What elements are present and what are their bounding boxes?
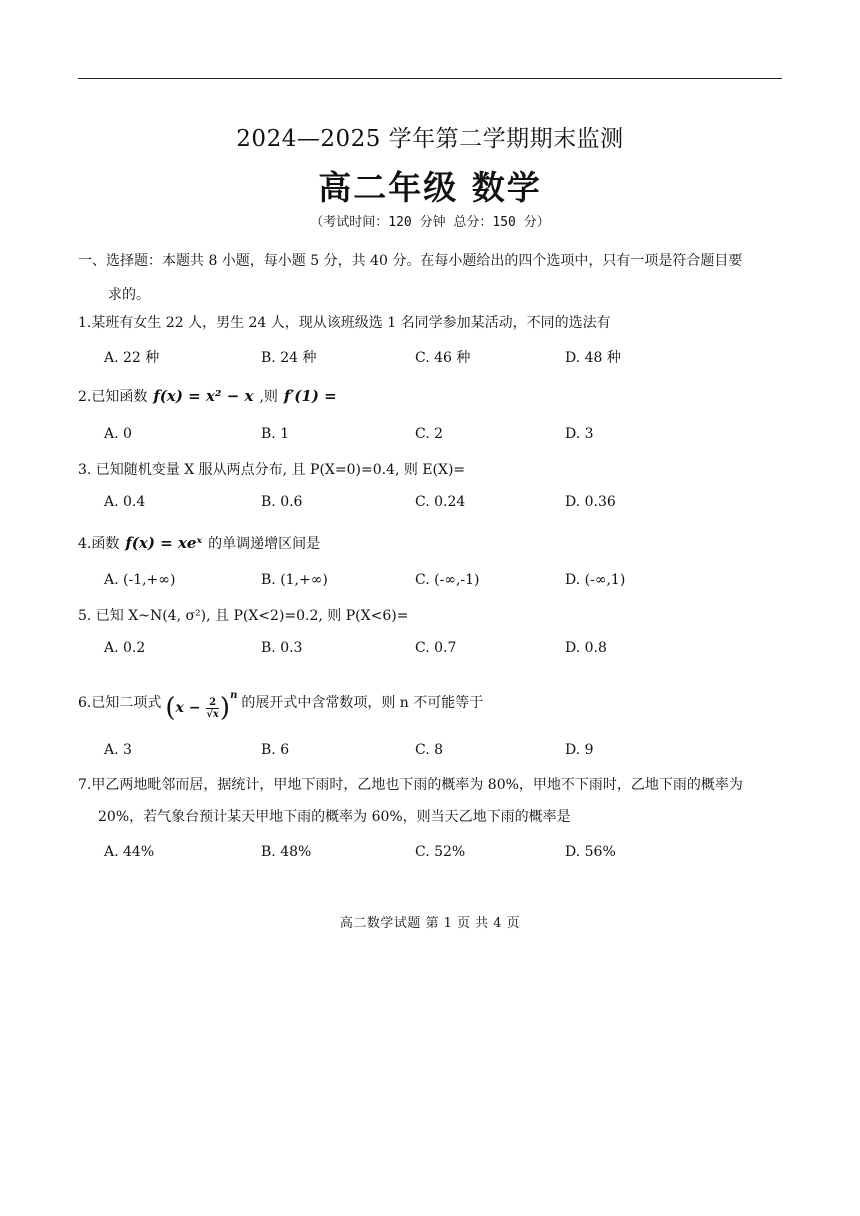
question-2-prefix: 2.已知函数 (78, 389, 148, 405)
question-6 (78, 686, 788, 723)
question-3-options (104, 494, 744, 514)
option-b: B. 0.6 (261, 494, 303, 510)
option-a: A. 0.4 (104, 494, 146, 510)
header-rule (78, 78, 782, 79)
question-5: 5. 已知 X~N(4, σ²), 且 P(X<2)=0.2, 则 P(X<6)= (78, 608, 409, 624)
binom-exponent: n (230, 690, 238, 701)
option-b: B. (1,+∞) (261, 572, 328, 588)
option-b: B. 24 种 (261, 350, 317, 366)
option-c: C. 2 (415, 426, 444, 442)
fraction-numerator: 2 (206, 697, 219, 709)
option-d: D. 3 (565, 426, 594, 442)
fraction-denominator: √x (206, 708, 219, 720)
question-6-prefix: 6.已知二项式 (78, 694, 162, 711)
option-c: C. 0.7 (415, 640, 457, 656)
option-d: D. 0.8 (565, 640, 607, 656)
question-6-suffix: 的展开式中含常数项，则 n 不可能等于 (241, 694, 484, 711)
question-7-line-1: 7.甲乙两地毗邻而居，据统计，甲地下雨时，乙地也下雨的概率为 80%，甲地不下雨时，乙地下雨的概率为 (78, 777, 743, 793)
question-7-line-2: 20%，若气象台预计某天甲地下雨的概率为 60%，则当天乙地下雨的概率是 (98, 809, 571, 825)
option-a: A. 0 (104, 426, 132, 442)
option-d: D. 0.36 (565, 494, 616, 510)
option-c: C. 8 (415, 742, 444, 758)
binom-minus: − (188, 700, 201, 716)
formula-f-prime: f′(1) = (283, 387, 337, 405)
question-2-mid: ,则 (259, 389, 278, 405)
option-b: B. 48% (261, 844, 312, 860)
option-d: D. (-∞,1) (565, 572, 626, 588)
option-a: A. 0.2 (104, 640, 146, 656)
binom-x: x (175, 700, 184, 716)
binom-fraction (206, 697, 219, 720)
option-d: D. 9 (565, 742, 594, 758)
question-5-options (104, 640, 744, 660)
exam-meta: （考试时间：120 分钟 总分：150 分） (310, 215, 550, 230)
option-b: B. 0.3 (261, 640, 303, 656)
question-4-suffix: 的单调递增区间是 (208, 536, 321, 552)
formula-xe-x: f(x) = xeˣ (125, 534, 203, 552)
option-a: A. 3 (104, 742, 132, 758)
page-footer: 高二数学试题 第 1 页 共 4 页 (339, 916, 521, 931)
option-c: C. (-∞,-1) (415, 572, 480, 588)
option-b: B. 1 (261, 426, 290, 442)
option-c: C. 46 种 (415, 350, 471, 366)
option-d: D. 48 种 (565, 350, 621, 366)
question-2 (78, 386, 788, 407)
question-4-prefix: 4.函数 (78, 536, 120, 552)
option-c: C. 0.24 (415, 494, 466, 510)
question-4 (78, 533, 788, 554)
question-7 (78, 769, 788, 833)
subject-title: 高二年级 数学 (318, 168, 542, 207)
section-line-2: 求的。 (108, 287, 150, 303)
question-1: 1.某班有女生 22 人，男生 24 人，现从该班级选 1 名同学参加某活动，不同的选法有 (78, 315, 611, 331)
question-6-options (104, 742, 744, 762)
formula-binomial: (x − $\frac{2}{√x}$ )$^n$ (165, 690, 238, 723)
question-1-options (104, 347, 744, 367)
option-a: A. 44% (104, 844, 155, 860)
option-d: D. 56% (565, 844, 616, 860)
section-instructions (78, 244, 788, 312)
option-c: C. 52% (415, 844, 466, 860)
question-4-options (104, 572, 744, 592)
exam-title: 2024—2025 学年第二学期期末监测 (236, 126, 624, 152)
question-3: 3. 已知随机变量 X 服从两点分布, 且 P(X=0)=0.4, 则 E(X)= (78, 462, 466, 478)
option-a: A. 22 种 (104, 350, 160, 366)
question-2-options (104, 426, 744, 446)
section-line-1: 一、选择题：本题共 8 小题，每小题 5 分，共 40 分。在每小题给出的四个选项中，只有一项是符合题目要 (78, 253, 743, 269)
option-a: A. (-1,+∞) (104, 572, 176, 588)
question-7-options (104, 844, 744, 864)
option-b: B. 6 (261, 742, 290, 758)
formula-f-x: f(x) = x² − x (153, 387, 254, 405)
